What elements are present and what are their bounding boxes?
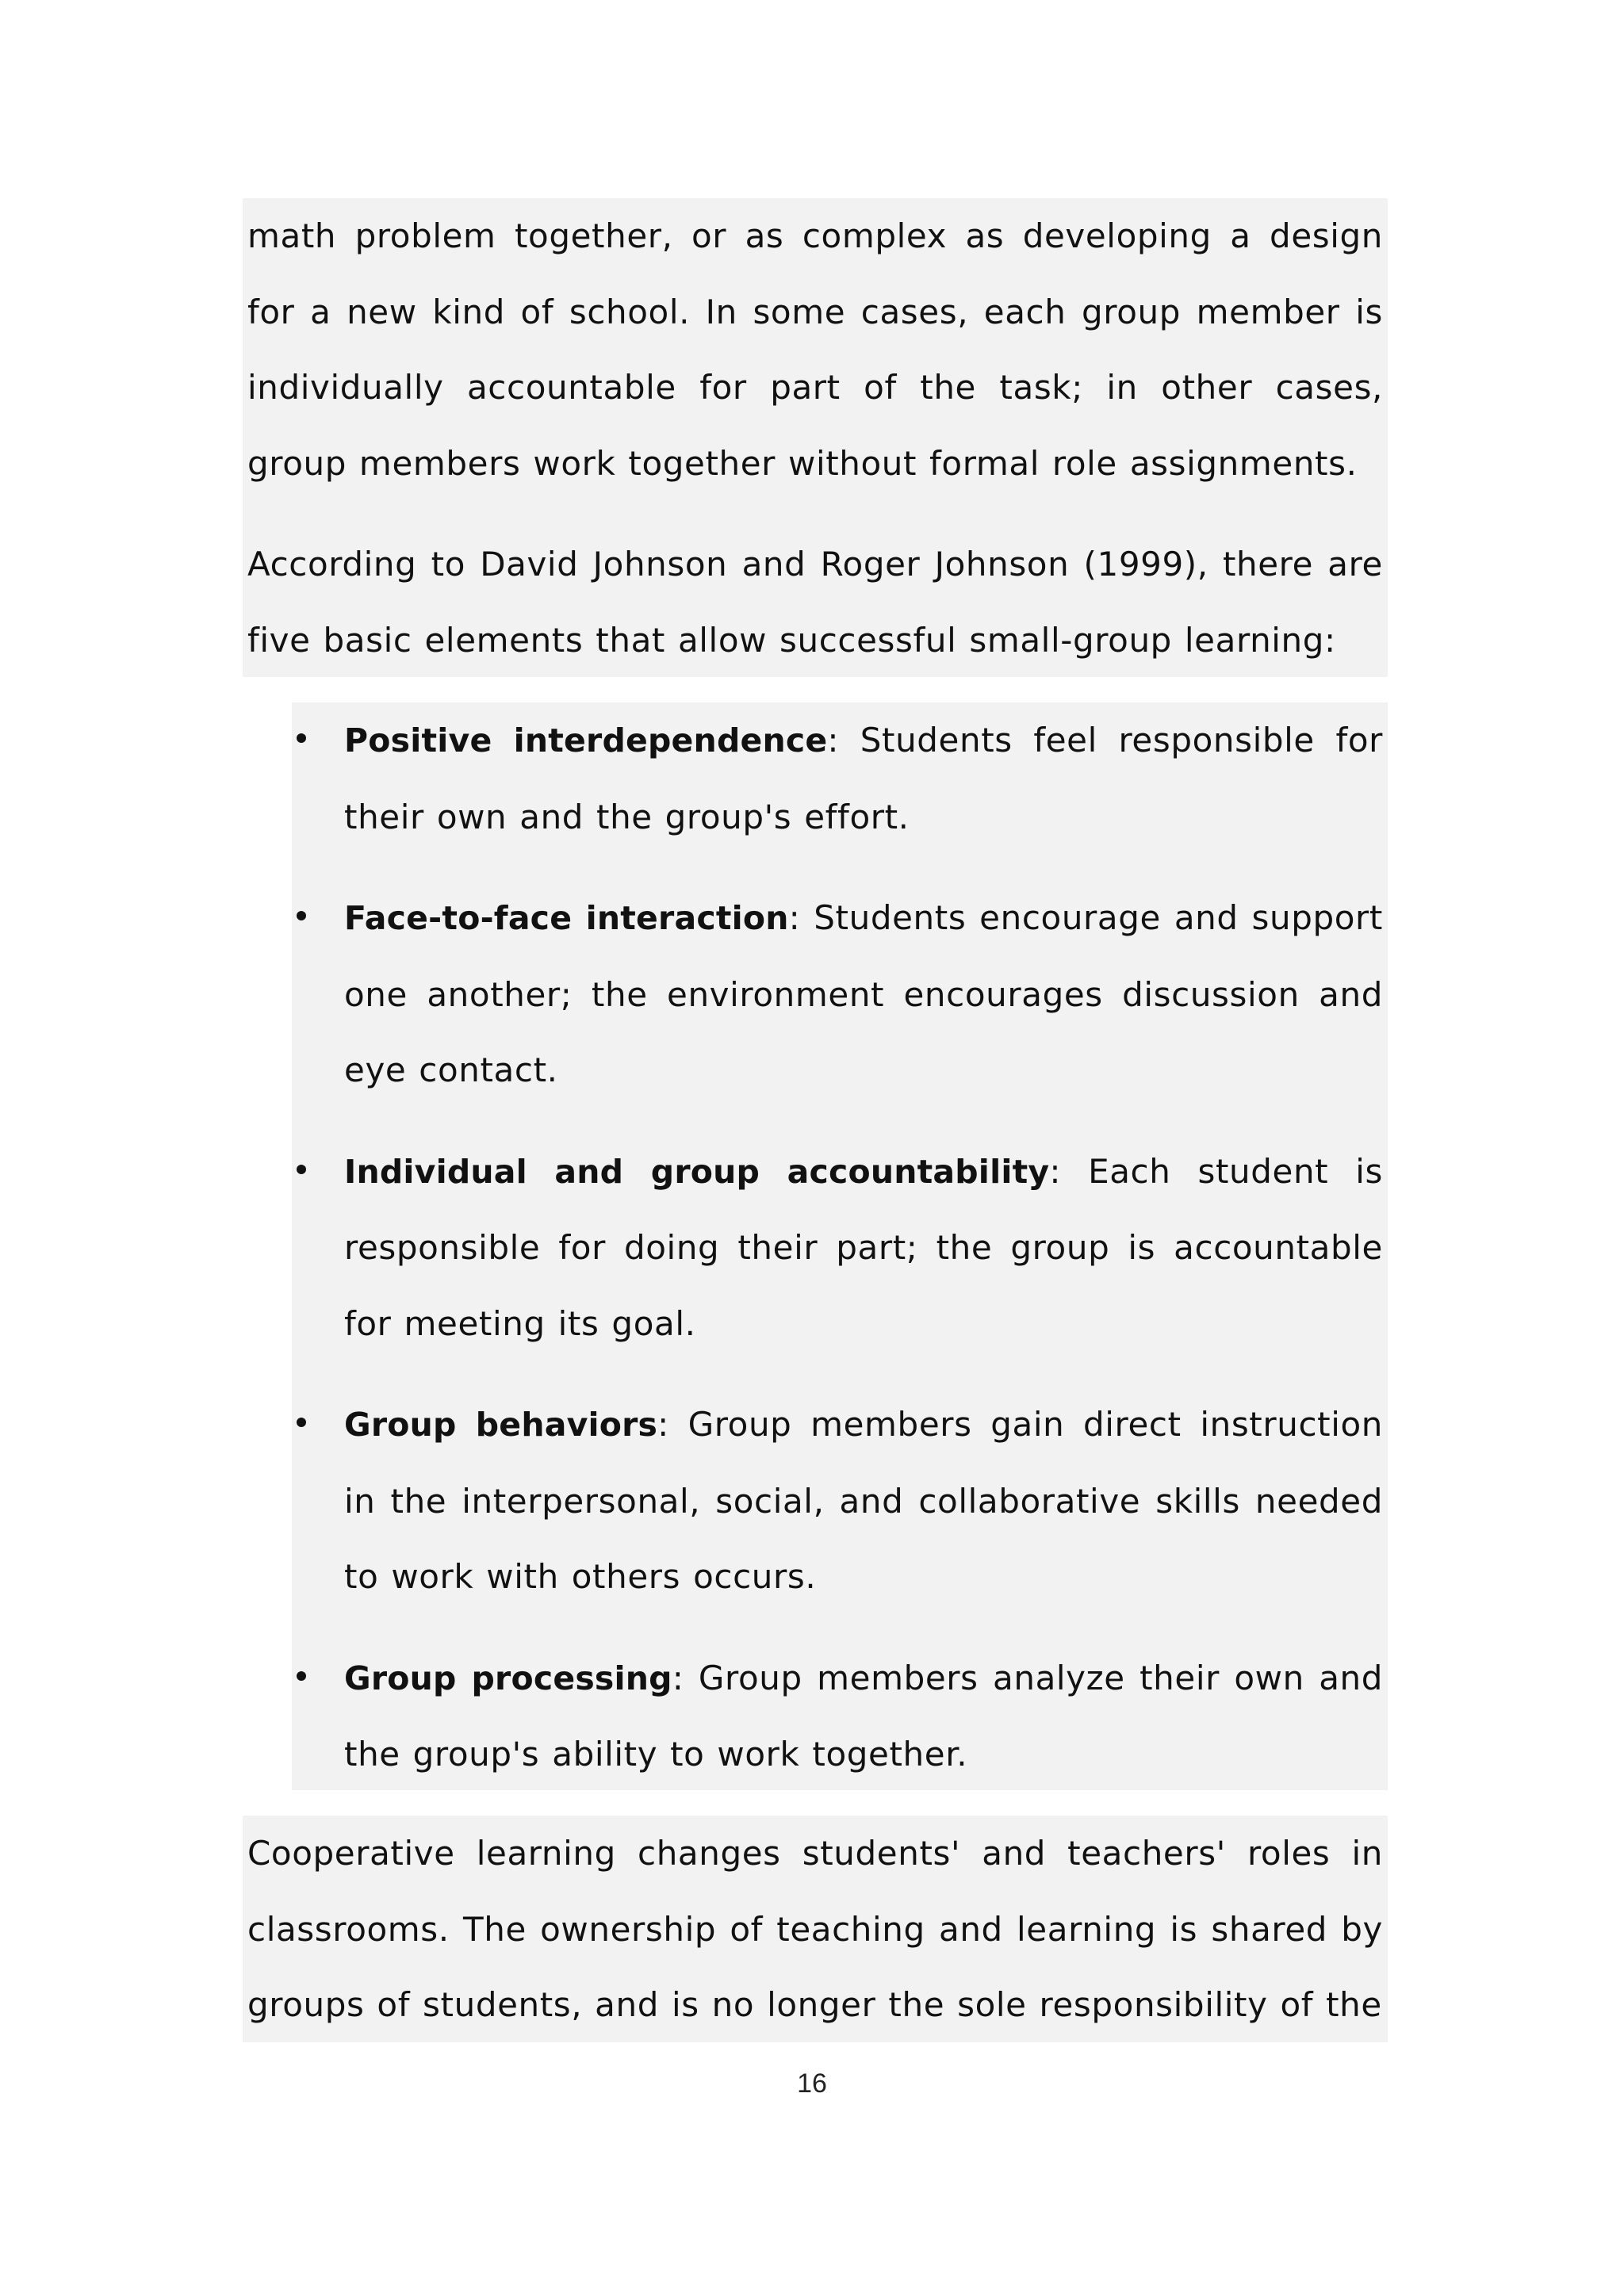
element-term: Face-to-face interaction	[344, 899, 789, 937]
list-item	[344, 1640, 1383, 1793]
paragraph-roles-change: Cooperative learning changes students' and teachers' roles in classrooms. The ownership of teaching and learning is shared by groups of students, and is no longer the sole responsibility of the	[247, 1834, 1383, 2024]
element-term: Positive interdependence	[344, 721, 828, 760]
paragraph-task-description: math problem together, or as complex as developing a design for a new kind of school. In some cases, each group member is individually accountable for part of the task; in other cases, group members work together without formal role assignments.	[247, 216, 1383, 483]
list-item	[344, 1134, 1383, 1362]
element-term: Individual and group accountability	[344, 1152, 1050, 1191]
bullet-icon	[297, 911, 306, 920]
bullet-icon	[297, 733, 306, 743]
paragraph-johnson-intro: According to David Johnson and Roger Johnson (1999), there are five basic elements that allow successful small-group learning:	[247, 545, 1383, 660]
element-description: : Each student is responsible for doing their part; the group is accountable for meeting its goal.	[344, 1151, 1384, 1343]
element-description: : Students encourage and support one another; the environment encourages discussion and eye contact.	[344, 898, 1383, 1089]
element-term: Group behaviors	[344, 1406, 658, 1444]
element-description: : Students feel responsible for their own and the group's effort.	[344, 721, 1383, 836]
element-term: Group processing	[344, 1659, 672, 1697]
elements-list-block	[292, 702, 1388, 1790]
element-description: : Group members gain direct instruction in the interpersonal, social, and collaborative skills needed to work with others occurs.	[344, 1405, 1384, 1596]
five-elements-list	[344, 702, 1383, 1793]
closing-text-block	[243, 1816, 1388, 2042]
list-item	[344, 880, 1383, 1108]
list-item	[344, 1387, 1383, 1615]
bullet-icon	[297, 1418, 306, 1427]
page-number: 16	[797, 2068, 827, 2099]
element-description: : Group members analyze their own and the group's ability to work together.	[344, 1658, 1384, 1774]
list-item	[344, 702, 1383, 855]
bullet-icon	[297, 1671, 306, 1681]
intro-text-block	[243, 198, 1388, 677]
bullet-icon	[297, 1165, 306, 1174]
